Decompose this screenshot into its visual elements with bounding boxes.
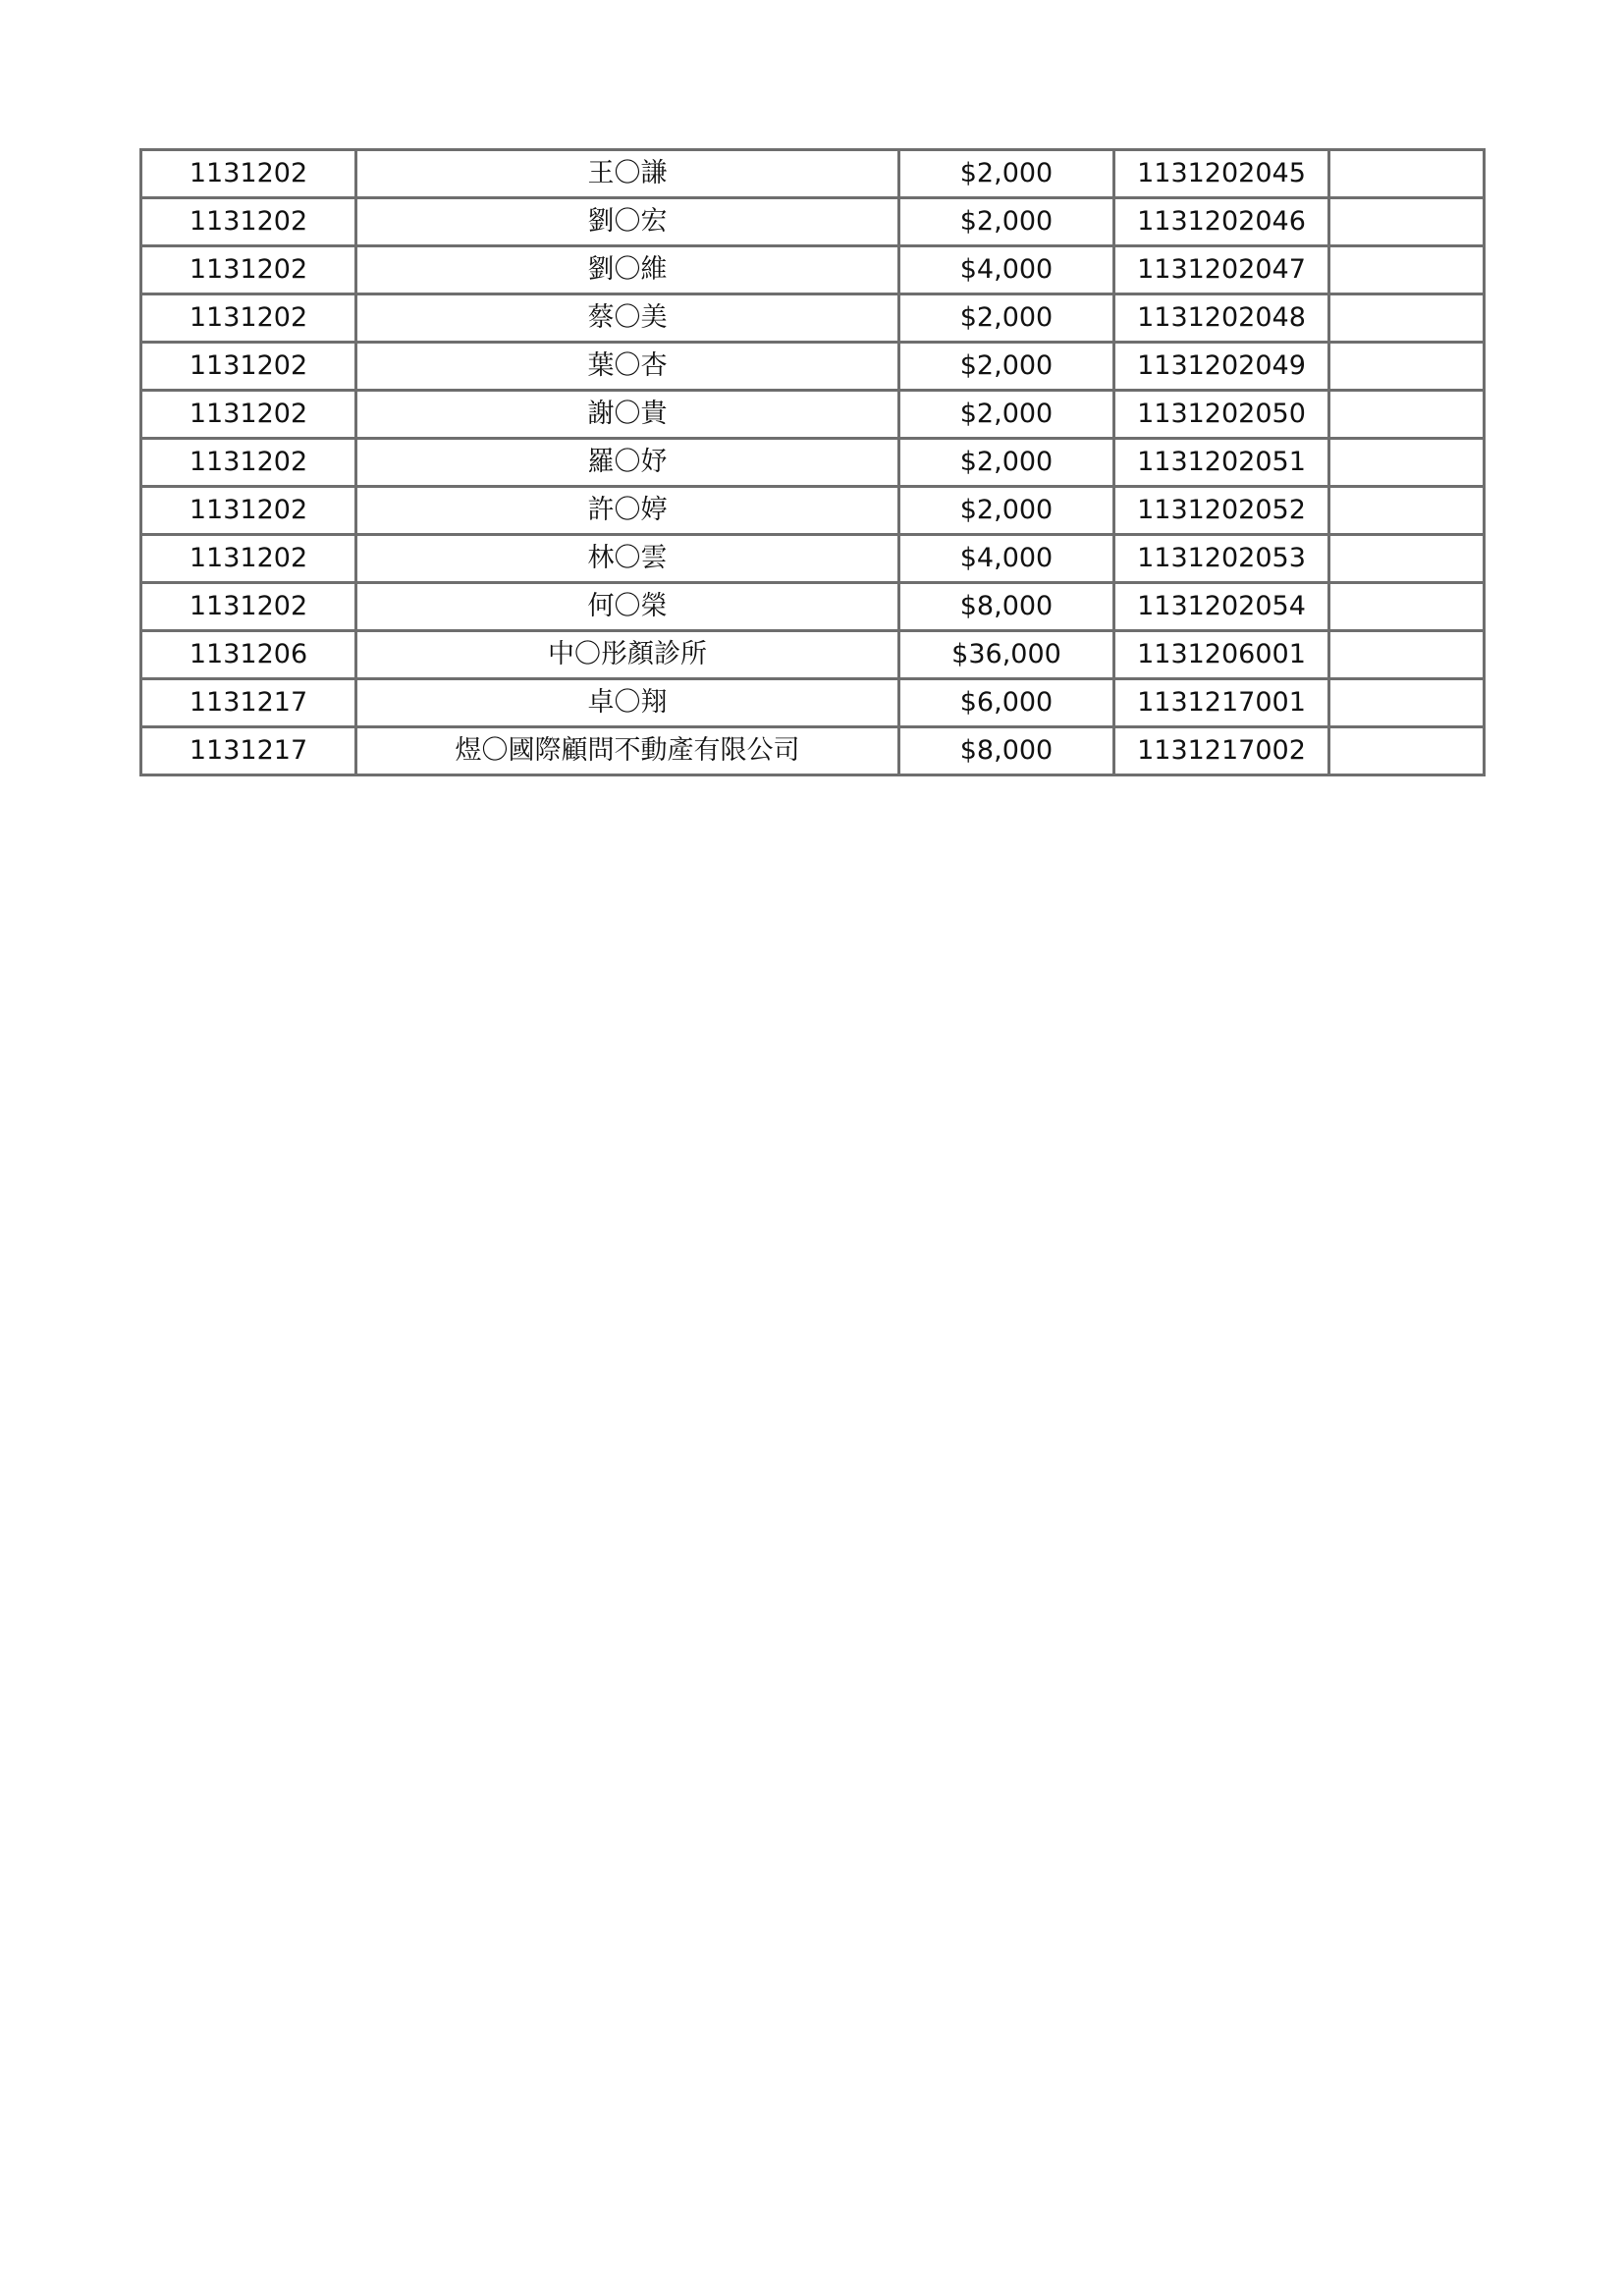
note-cell (1329, 679, 1485, 727)
note-cell (1329, 439, 1485, 487)
donor-name-cell: 劉〇宏 (356, 198, 899, 246)
note-cell (1329, 583, 1485, 631)
receipt-number-cell: 1131202051 (1114, 439, 1329, 487)
table-row (141, 150, 1485, 198)
date-cell: 1131202 (141, 391, 356, 439)
amount-cell: $6,000 (899, 679, 1114, 727)
receipt-number-cell: 1131202046 (1114, 198, 1329, 246)
receipt-number-cell: 1131217001 (1114, 679, 1329, 727)
date-cell: 1131202 (141, 583, 356, 631)
note-cell (1329, 631, 1485, 679)
amount-cell: $8,000 (899, 583, 1114, 631)
receipt-number-cell: 1131202052 (1114, 487, 1329, 535)
table-row (141, 343, 1485, 391)
donor-name-cell: 煜〇國際顧問不動產有限公司 (356, 727, 899, 775)
receipt-number-cell: 1131202054 (1114, 583, 1329, 631)
donor-name-cell: 林〇雲 (356, 535, 899, 583)
table-row (141, 391, 1485, 439)
receipt-number-cell: 1131202048 (1114, 294, 1329, 343)
note-cell (1329, 487, 1485, 535)
amount-cell: $2,000 (899, 391, 1114, 439)
donor-name-cell: 許〇婷 (356, 487, 899, 535)
donor-name-cell: 王〇謙 (356, 150, 899, 198)
amount-cell: $36,000 (899, 631, 1114, 679)
amount-cell: $2,000 (899, 487, 1114, 535)
note-cell (1329, 198, 1485, 246)
date-cell: 1131202 (141, 150, 356, 198)
amount-cell: $8,000 (899, 727, 1114, 775)
date-cell: 1131202 (141, 246, 356, 294)
donor-name-cell: 謝〇貴 (356, 391, 899, 439)
date-cell: 1131202 (141, 535, 356, 583)
table-row (141, 535, 1485, 583)
receipt-number-cell: 1131202045 (1114, 150, 1329, 198)
note-cell (1329, 535, 1485, 583)
date-cell: 1131202 (141, 198, 356, 246)
amount-cell: $4,000 (899, 246, 1114, 294)
receipt-number-cell: 1131202049 (1114, 343, 1329, 391)
amount-cell: $2,000 (899, 294, 1114, 343)
date-cell: 1131206 (141, 631, 356, 679)
date-cell: 1131202 (141, 343, 356, 391)
table-row (141, 439, 1485, 487)
donor-name-cell: 劉〇維 (356, 246, 899, 294)
date-cell: 1131202 (141, 487, 356, 535)
note-cell (1329, 150, 1485, 198)
donor-name-cell: 卓〇翔 (356, 679, 899, 727)
amount-cell: $2,000 (899, 198, 1114, 246)
table-row (141, 727, 1485, 775)
donor-name-cell: 中〇彤顏診所 (356, 631, 899, 679)
table-row (141, 294, 1485, 343)
amount-cell: $2,000 (899, 343, 1114, 391)
donor-name-cell: 蔡〇美 (356, 294, 899, 343)
date-cell: 1131202 (141, 294, 356, 343)
table-row (141, 583, 1485, 631)
donation-table-body (141, 150, 1485, 775)
note-cell (1329, 343, 1485, 391)
receipt-number-cell: 1131202047 (1114, 246, 1329, 294)
donor-name-cell: 葉〇杏 (356, 343, 899, 391)
table-row (141, 487, 1485, 535)
receipt-number-cell: 1131217002 (1114, 727, 1329, 775)
receipt-number-cell: 1131202053 (1114, 535, 1329, 583)
note-cell (1329, 727, 1485, 775)
receipt-number-cell: 1131206001 (1114, 631, 1329, 679)
note-cell (1329, 391, 1485, 439)
donor-name-cell: 何〇榮 (356, 583, 899, 631)
donation-table (139, 148, 1486, 776)
table-row (141, 679, 1485, 727)
date-cell: 1131217 (141, 727, 356, 775)
date-cell: 1131202 (141, 439, 356, 487)
table-row (141, 631, 1485, 679)
amount-cell: $2,000 (899, 150, 1114, 198)
table-row (141, 246, 1485, 294)
amount-cell: $4,000 (899, 535, 1114, 583)
receipt-number-cell: 1131202050 (1114, 391, 1329, 439)
amount-cell: $2,000 (899, 439, 1114, 487)
note-cell (1329, 246, 1485, 294)
donor-name-cell: 羅〇妤 (356, 439, 899, 487)
date-cell: 1131217 (141, 679, 356, 727)
table-row (141, 198, 1485, 246)
note-cell (1329, 294, 1485, 343)
